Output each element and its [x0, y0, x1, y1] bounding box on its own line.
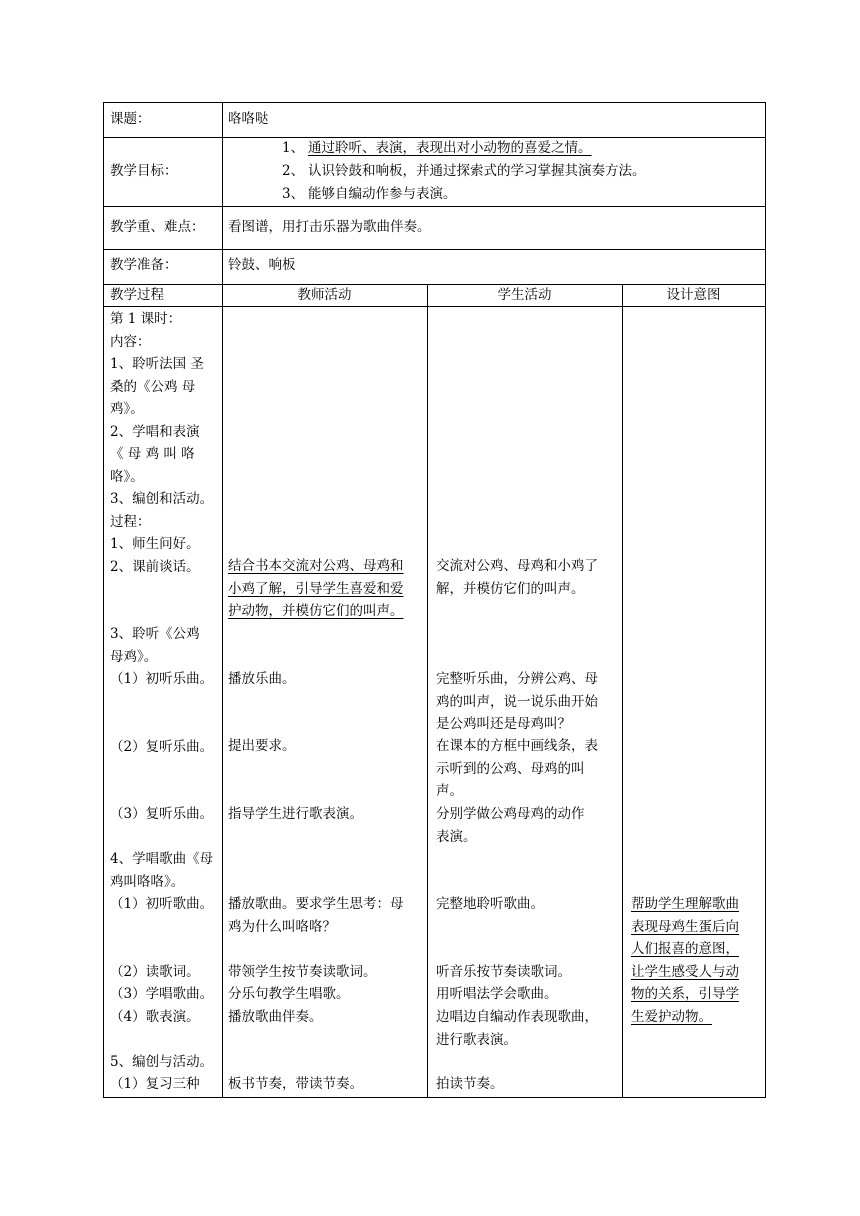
process-line: [110, 758, 213, 781]
student-read-rhythm: 听音乐按节奏读歌词。: [436, 964, 571, 980]
student-clap: 拍读节奏。: [436, 1076, 504, 1092]
student-draw-lines: 在课本的方框中画线条，表 示听到的公鸡、母鸡的叫 声。: [436, 738, 598, 799]
teacher-play-music: 播放乐曲。: [228, 671, 296, 687]
preparation-value: 铃鼓、响板: [228, 257, 296, 273]
process-line: 内容：: [110, 333, 151, 350]
process-line: （1）复习三种: [110, 1076, 200, 1092]
column-header-process: 教学过程: [110, 287, 164, 303]
preparation-label: 教学准备：: [110, 257, 178, 273]
table-border-right: [765, 102, 766, 1098]
teacher-rhythm: 板书节奏，带读节奏。: [228, 1076, 363, 1092]
process-line: [110, 691, 213, 714]
process-line: 咯》。: [110, 468, 144, 485]
process-line: 2、学唱和表演: [110, 423, 200, 440]
teacher-requirement: 提出要求。: [228, 738, 296, 754]
design-intent: 帮助学生理解歌曲 表现母鸡生蛋后向 人们报喜的意图， 让学生感受人与动 物的关系，引导学 生爱护动物。: [631, 896, 739, 1025]
column-header-teacher: 教师活动: [297, 287, 352, 303]
table-border-top: [103, 102, 766, 103]
table-border-bottom: [103, 1097, 766, 1098]
process-line: 5、编创与活动。: [110, 1053, 214, 1070]
process-line: [110, 916, 213, 939]
column-divider: [222, 102, 223, 1098]
goals-label: 教学目标：: [110, 163, 178, 179]
process-line: 第 1 课时：: [110, 311, 182, 327]
process-column: [110, 308, 213, 1096]
topic-label: 课题：: [110, 111, 151, 127]
key-points-label: 教学重、难点：: [110, 219, 205, 235]
process-line: （1）初听歌曲。: [110, 896, 214, 912]
process-line: [110, 601, 213, 624]
process-line: 《 母 鸡 叫 咯: [110, 446, 195, 462]
row-divider: [103, 206, 766, 207]
teacher-teach-song: 分乐句教学生唱歌。: [228, 986, 350, 1002]
student-learn-moves: 分别学做公鸡母鸡的动作 表演。: [436, 806, 585, 845]
student-perform: 边唱边自编动作表现歌曲， 进行歌表演。: [436, 1009, 598, 1048]
process-line: 3、编创和活动。: [110, 491, 214, 507]
process-line: 1、师生问好。: [110, 536, 200, 552]
process-line: 2、课前谈话。: [110, 558, 200, 575]
student-listen-full: 完整听乐曲，分辨公鸡、母 鸡的叫声，说一说乐曲开始 是公鸡叫还是母鸡叫？: [436, 671, 598, 732]
process-line: [110, 578, 213, 601]
topic-value: 咯咯哒: [228, 111, 269, 127]
key-points-value: 看图谱，用打击乐器为歌曲伴奏。: [228, 219, 431, 235]
process-line: 鸡叫咯咯》。: [110, 873, 185, 890]
process-line: [110, 713, 213, 736]
goal-1-text: 通过聆听、表演，表现出对小动物的喜爱之情。: [308, 140, 592, 156]
column-divider: [622, 284, 623, 1098]
process-line: [110, 938, 213, 961]
process-line: （2）复听乐曲。: [110, 738, 214, 755]
process-line: （3）学唱歌曲。: [110, 986, 214, 1002]
process-line: （2）读歌词。: [110, 963, 200, 980]
student-learn-song: 用听唱法学会歌曲。: [436, 986, 558, 1002]
process-line: 4、学唱歌曲《母: [110, 851, 214, 867]
table-border-left: [103, 102, 104, 1098]
column-header-intent: 设计意图: [666, 287, 721, 303]
process-line: （3）复听乐曲。: [110, 806, 214, 822]
process-line: 3、聆听《公鸡: [110, 626, 200, 642]
student-exchange: 交流对公鸡、母鸡和小鸡了 解，并模仿它们的叫声。: [436, 558, 598, 597]
goal-3-number: 3、: [282, 186, 305, 202]
process-line: 过程：: [110, 513, 151, 530]
column-header-student: 学生活动: [497, 287, 552, 303]
goal-1-number: 1、: [282, 140, 305, 156]
process-line: 1、聆听法国 圣: [110, 356, 204, 372]
process-line: [110, 1028, 213, 1051]
teacher-intro: 结合书本交流对公鸡、母鸡和 小鸡了解，引导学生喜爱和爱 护动物，并模仿它们的叫声。: [228, 558, 404, 619]
process-line: [110, 826, 213, 849]
column-divider: [427, 284, 428, 1098]
process-line: 桑的《公鸡 母: [110, 378, 196, 395]
goal-2-text: 认识铃鼓和响板，并通过探索式的学习掌握其演奏方法。: [308, 163, 646, 179]
goal-2-number: 2、: [282, 163, 305, 179]
teacher-read-lyrics: 带领学生按节奏读歌词。: [228, 964, 377, 980]
process-line: （4）歌表演。: [110, 1008, 200, 1025]
row-divider: [103, 249, 766, 250]
process-line: [110, 781, 213, 804]
student-listen-song: 完整地聆听歌曲。: [436, 896, 544, 912]
teacher-play-song: 播放歌曲。要求学生思考：母 鸡为什么叫咯咯？: [228, 896, 404, 935]
teacher-guide: 指导学生进行歌表演。: [228, 806, 363, 822]
process-line: 母鸡》。: [110, 648, 158, 665]
process-line: （1）初听乐曲。: [110, 671, 214, 687]
teacher-accompany: 播放歌曲伴奏。: [228, 1009, 323, 1025]
process-line: 鸡》。: [110, 401, 144, 417]
goal-3-text: 能够自编动作参与表演。: [308, 186, 457, 202]
